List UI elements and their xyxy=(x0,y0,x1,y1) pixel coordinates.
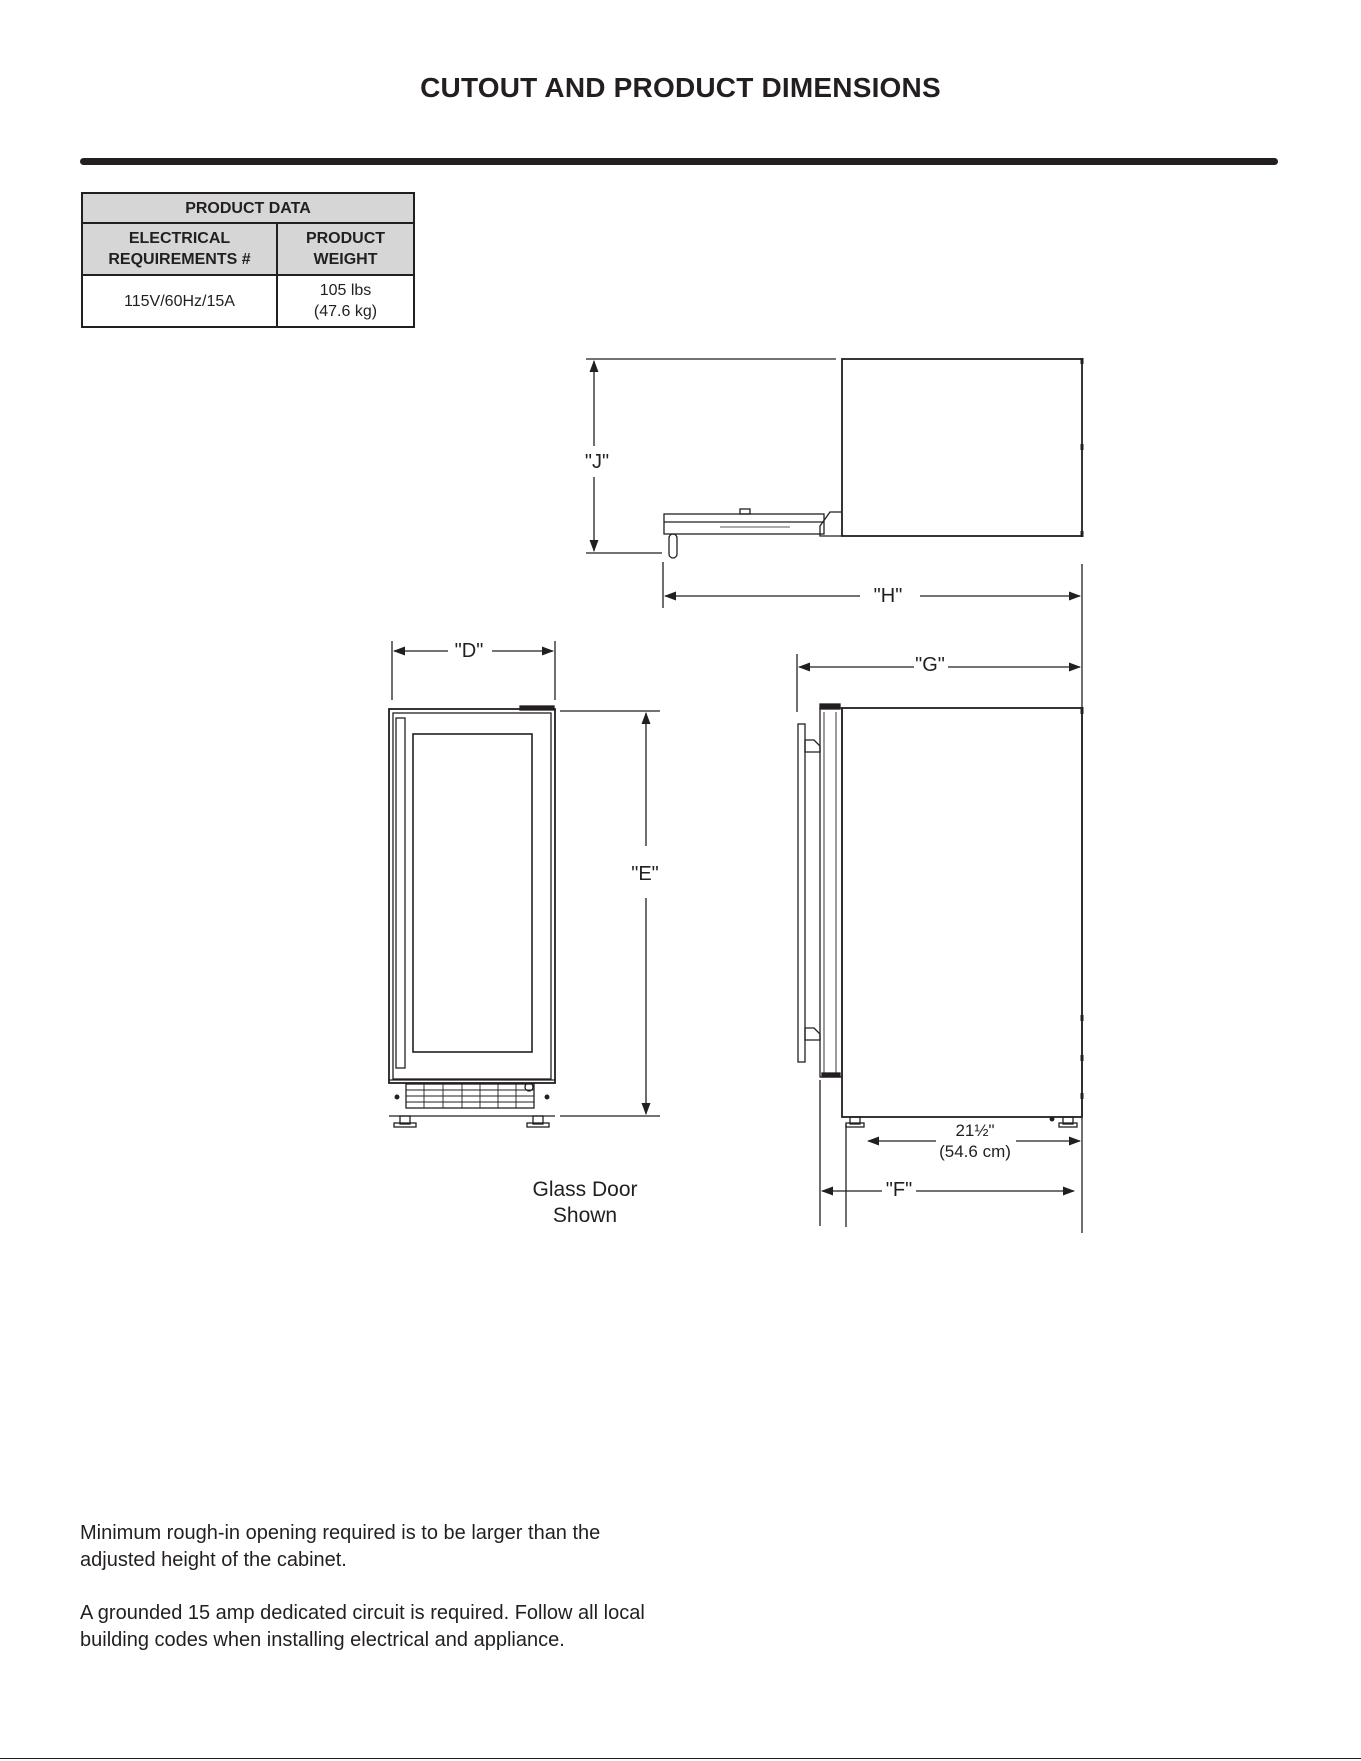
depth-imperial-label: 21½" xyxy=(955,1121,995,1140)
header-line: PRODUCT xyxy=(305,230,386,247)
dimension-e-line xyxy=(560,711,660,1116)
installation-notes xyxy=(80,1520,680,1680)
label-j: "J" xyxy=(584,451,610,473)
label-h: "H" xyxy=(873,585,903,607)
top-view-door-open xyxy=(586,358,1082,558)
label-g: "G" xyxy=(915,654,945,676)
label-e: "E" xyxy=(631,863,659,885)
caption-line: Glass Door xyxy=(532,1178,638,1201)
value-line: (47.6 kg) xyxy=(313,303,378,320)
front-view xyxy=(389,641,555,1127)
product-data-title: PRODUCT DATA xyxy=(82,193,414,223)
dimension-h-line xyxy=(663,562,1082,1233)
depth-metric-label: (54.6 cm) xyxy=(939,1142,1011,1161)
value-line: 115V/60Hz/15A xyxy=(124,292,235,310)
header-line: WEIGHT xyxy=(313,251,378,268)
note-electrical: A grounded 15 amp dedicated circuit is required. Follow all local building codes when installing electrical and appliance. xyxy=(80,1602,645,1651)
page-title: CUTOUT AND PRODUCT DIMENSIONS xyxy=(420,72,941,103)
header-line: ELECTRICAL xyxy=(128,230,231,247)
side-view xyxy=(797,654,1082,1127)
label-f: "F" xyxy=(885,1179,913,1201)
drawing-caption xyxy=(500,1177,670,1229)
header-line: REQUIREMENTS # xyxy=(108,251,251,268)
footer-divider xyxy=(0,1758,1361,1759)
caption-line: Shown xyxy=(552,1204,618,1227)
note-rough-in: Minimum rough-in opening required is to be larger than the adjusted height of the cabinet. xyxy=(80,1522,601,1571)
value-line: 105 lbs xyxy=(319,282,372,299)
label-d: "D" xyxy=(454,640,484,662)
